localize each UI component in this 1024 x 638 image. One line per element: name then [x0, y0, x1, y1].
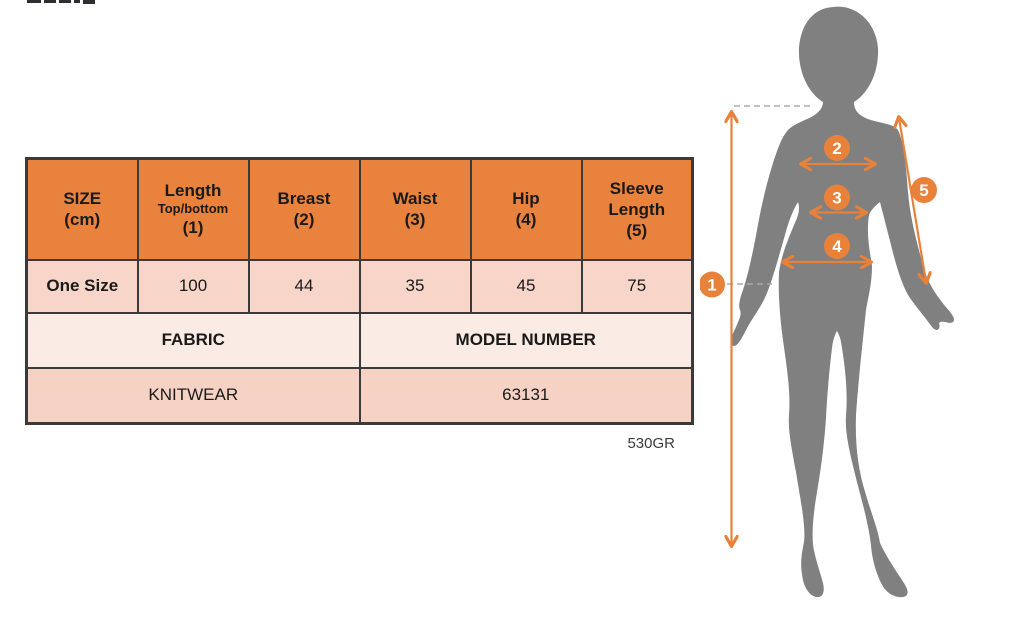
size-label-cell: One Size: [27, 260, 138, 313]
col-header-num: (1): [182, 218, 204, 238]
marker-5: [911, 177, 937, 203]
col-header-num: (2): [293, 210, 315, 230]
breast-value-cell: 44: [249, 260, 360, 313]
marker-5-label: 5: [919, 181, 929, 200]
marker-1: [700, 272, 725, 298]
fabric-value-cell: KNITWEAR: [27, 368, 360, 424]
col-header-num: (5): [626, 220, 648, 240]
col-header-breast: [249, 159, 360, 260]
col-header-length: [138, 159, 249, 260]
sleeve-value-cell: 75: [582, 260, 693, 313]
col-header-label: Hip: [512, 189, 540, 209]
col-header-label: Breast: [277, 189, 331, 209]
marker-1-label: 1: [707, 275, 717, 295]
marker-4-label: 4: [832, 237, 842, 256]
one-size-row: [27, 260, 693, 313]
col-header-num: (4): [515, 210, 537, 230]
marker-3: [824, 185, 850, 211]
col-header-sub: Top/bottom: [157, 201, 229, 217]
marker-3-label: 3: [832, 188, 842, 208]
model-value-cell: 63131: [360, 368, 693, 424]
measurement-figure: [700, 0, 1024, 638]
length-value-cell: 100: [138, 260, 249, 313]
col-header-label: SIZE: [63, 189, 102, 209]
hip-value-cell: 45: [471, 260, 582, 313]
fabric-model-header-row: [27, 313, 693, 368]
marker-4: [824, 233, 850, 259]
marker-2: [824, 135, 850, 161]
col-header-label: Sleeve Length: [608, 178, 666, 219]
woman-silhouette: [731, 7, 954, 597]
waist-value-cell: 35: [360, 260, 471, 313]
size-table: [25, 157, 694, 425]
fabric-label-cell: FABRIC: [27, 313, 360, 368]
col-header-sleeve-length: [582, 159, 693, 260]
table-header-row: [27, 159, 693, 260]
col-header-label: Length: [164, 181, 222, 201]
col-header-label: Waist: [392, 189, 438, 209]
marker-2-label: 2: [832, 139, 842, 158]
col-header-waist: [360, 159, 471, 260]
fabric-model-value-row: [27, 368, 693, 424]
col-header-num: (cm): [64, 210, 101, 230]
cropped-text-fragment: [27, 0, 95, 4]
col-header-size: [27, 159, 138, 260]
col-header-num: (3): [404, 210, 426, 230]
weight-note: 530GR: [627, 435, 675, 452]
col-header-hip: [471, 159, 582, 260]
model-label-cell: MODEL NUMBER: [360, 313, 693, 368]
